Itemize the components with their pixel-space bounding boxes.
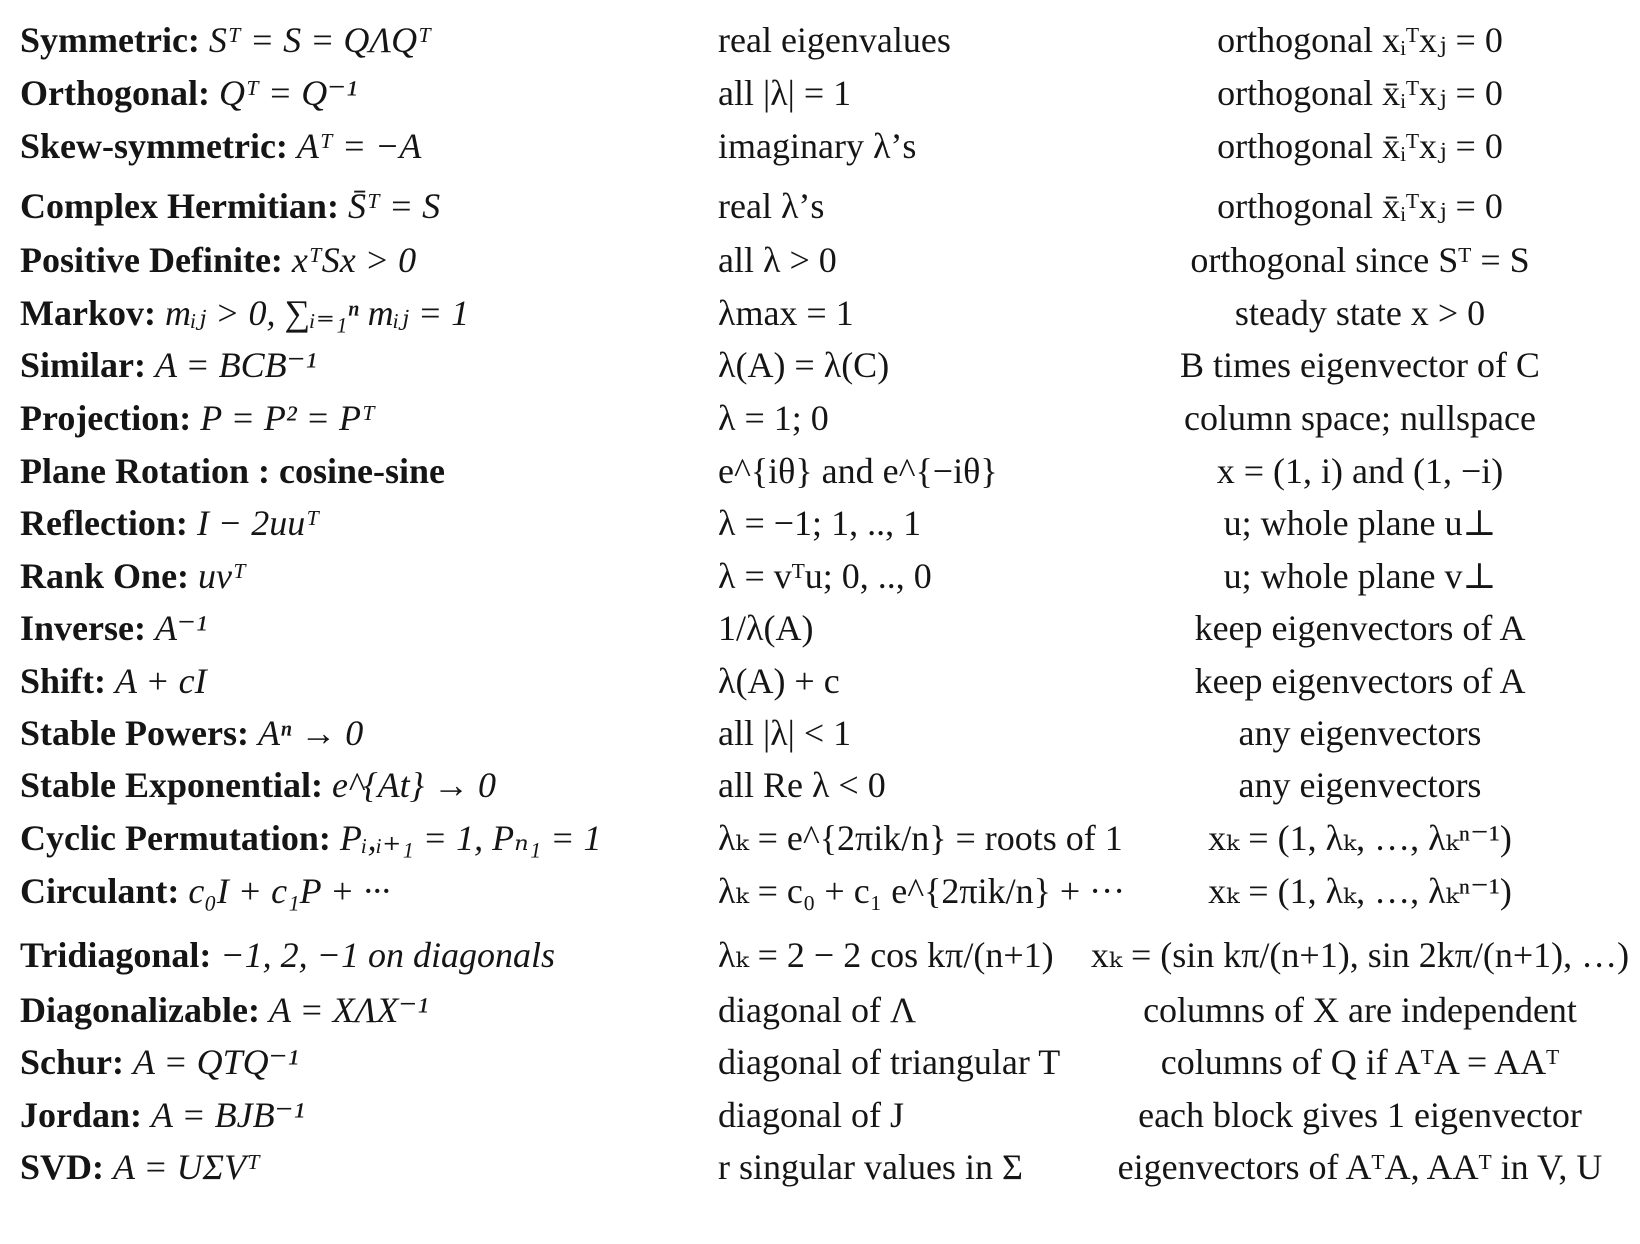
table-row [0, 866, 1640, 916]
matrix-type-label: Complex Hermitian: [20, 186, 339, 226]
matrix-type-label: SVD: [20, 1147, 105, 1187]
eigenvalues-cell: λₖ = 2 − 2 cos kπ/(n+1) [718, 935, 1054, 975]
matrix-type-label: Reflection: [20, 503, 188, 543]
eigenvalues-cell: 1/λ(A) [718, 608, 814, 648]
eigenvectors-cell: u; whole plane v⊥ [1223, 556, 1497, 596]
matrix-definition: A = BJB⁻¹ [151, 1095, 305, 1135]
matrix-definition: Sᵀ = S = QΛQᵀ [208, 20, 432, 60]
matrix-type-cell [20, 1037, 710, 1087]
table-row [0, 340, 1640, 390]
matrix-definition: c₀I + c₁P + ··· [188, 871, 391, 911]
matrix-type-label: Tridiagonal: [20, 935, 212, 975]
matrix-definition: e^{At} → 0 [332, 765, 496, 805]
matrix-type-label: Schur: [20, 1042, 125, 1082]
matrix-definition: A = XΛX⁻¹ [269, 990, 429, 1030]
table-row [0, 181, 1640, 231]
eigenvectors-cell: columns of Q if AᵀA = AAᵀ [1160, 1042, 1560, 1082]
eigenvectors-cell: steady state x > 0 [1234, 293, 1486, 333]
matrix-type-cell [20, 813, 710, 863]
eigenvectors-cell: columns of X are independent [1143, 990, 1577, 1030]
matrix-type-label: Stable Powers: [20, 713, 249, 753]
matrix-definition: A = BCB⁻¹ [154, 345, 317, 385]
matrix-type-cell [20, 68, 710, 118]
matrix-definition: P = P² = Pᵀ [200, 398, 375, 438]
table-row [0, 551, 1640, 601]
matrix-definition: −1, 2, −1 on diagonals [220, 935, 555, 975]
matrix-type-cell [20, 1142, 710, 1192]
matrix-type-label: Orthogonal: [20, 73, 211, 113]
eigenvalues-cell: λ = vᵀu; 0, .., 0 [718, 556, 932, 596]
eigenvectors-cell: orthogonal xᵢᵀxⱼ = 0 [1217, 20, 1503, 60]
eigenvectors-cell: orthogonal since Sᵀ = S [1190, 240, 1530, 280]
eigenvectors-cell: u; whole plane u⊥ [1223, 503, 1497, 543]
matrix-definition: Pᵢ,ᵢ₊₁ = 1, Pₙ₁ = 1 [339, 818, 602, 858]
eigenvectors-cell: column space; nullspace [1184, 398, 1536, 438]
matrix-type-cell [20, 930, 710, 980]
table-row [0, 68, 1640, 118]
table-row [0, 498, 1640, 548]
eigenvalues-cell: λmax = 1 [718, 293, 854, 333]
table-row [0, 1090, 1640, 1140]
eigenvalues-cell: real λ’s [718, 186, 825, 226]
matrix-type-label: Skew-symmetric: [20, 126, 288, 166]
table-row [0, 288, 1640, 338]
eigenvalues-cell: r singular values in Σ [718, 1147, 1023, 1187]
matrix-type-cell [20, 603, 710, 653]
matrix-type-label: Circulant: [20, 871, 180, 911]
eigenvalues-cell: λ = 1; 0 [718, 398, 829, 438]
table-row [0, 121, 1640, 171]
matrix-type-cell [20, 15, 710, 65]
eigenvectors-cell: B times eigenvector of C [1180, 345, 1540, 385]
eigenvalues-cell: λ(A) + c [718, 661, 840, 701]
matrix-type-cell [20, 181, 710, 231]
matrix-definition: A = UΣVᵀ [113, 1147, 260, 1187]
matrix-type-cell [20, 708, 710, 758]
matrix-type-cell [20, 551, 710, 601]
matrix-type-cell [20, 498, 710, 548]
matrix-type-cell [20, 446, 710, 496]
matrix-definition: uvᵀ [198, 556, 246, 596]
matrix-definition: S̄ᵀ = S [347, 186, 441, 226]
table-row [0, 813, 1640, 863]
table-row [0, 393, 1640, 443]
eigenvalues-cell: all Re λ < 0 [718, 765, 886, 805]
eigenvectors-cell: orthogonal x̄ᵢᵀxⱼ = 0 [1217, 73, 1503, 113]
table-row [0, 15, 1640, 65]
matrix-type-cell [20, 288, 710, 338]
eigenvectors-cell: orthogonal x̄ᵢᵀxⱼ = 0 [1217, 186, 1503, 226]
matrix-type-label: Inverse: [20, 608, 146, 648]
matrix-type-cell [20, 1090, 710, 1140]
eigenvectors-cell: keep eigenvectors of A [1194, 608, 1526, 648]
eigenvalues-cell: diagonal of J [718, 1095, 904, 1135]
table-row [0, 603, 1640, 653]
eigenvalues-cell: real eigenvalues [718, 20, 951, 60]
matrix-type-cell [20, 985, 710, 1035]
table-row [0, 656, 1640, 706]
eigenvalues-cell: all λ > 0 [718, 240, 837, 280]
matrix-type-label: Similar: [20, 345, 146, 385]
matrix-type-cell [20, 235, 710, 285]
matrix-type-label: Rank One: [20, 556, 190, 596]
eigenvalues-cell: λ = −1; 1, .., 1 [718, 503, 922, 543]
eigenvalues-cell: imaginary λ’s [718, 126, 917, 166]
eigenvectors-cell: orthogonal x̄ᵢᵀxⱼ = 0 [1217, 126, 1503, 166]
eigenvectors-cell: xₖ = (1, λₖ, …, λₖⁿ⁻¹) [1208, 871, 1512, 911]
matrix-type-label: Stable Exponential: [20, 765, 324, 805]
table-row [0, 1142, 1640, 1192]
table-row [0, 760, 1640, 810]
matrix-type-label: Cyclic Permutation: [20, 818, 331, 858]
eigenvectors-cell: xₖ = (sin kπ/(n+1), sin 2kπ/(n+1), …) [1090, 935, 1630, 975]
matrix-definition: A⁻¹ [154, 608, 207, 648]
matrix-definition: I − 2uuᵀ [196, 503, 320, 543]
eigenvectors-cell: eigenvectors of AᵀA, AAᵀ in V, U [1117, 1147, 1603, 1187]
matrix-type-label: Symmetric: [20, 20, 200, 60]
matrix-definition: Aᵀ = −A [296, 126, 422, 166]
eigenvectors-cell: any eigenvectors [1238, 713, 1482, 753]
matrix-type-label: Diagonalizable: [20, 990, 260, 1030]
matrix-definition: xᵀSx > 0 [291, 240, 417, 280]
eigenvalues-cell: λₖ = e^{2πik/n} = roots of 1 [718, 818, 1123, 858]
matrix-type-label: Projection: [20, 398, 192, 438]
eigenvalues-cell: all |λ| = 1 [718, 73, 852, 113]
table-row [0, 1037, 1640, 1087]
matrix-type-label: Markov: [20, 293, 156, 333]
table-row [0, 446, 1640, 496]
eigenvalues-cell: all |λ| < 1 [718, 713, 852, 753]
matrix-type-label: Jordan: [20, 1095, 143, 1135]
matrix-definition: A = QTQ⁻¹ [133, 1042, 299, 1082]
eigenvalues-cell: λₖ = c₀ + c₁ e^{2πik/n} + ··· [718, 871, 1126, 911]
eigenvalues-cell: diagonal of triangular T [718, 1042, 1061, 1082]
eigenvalues-cell: e^{iθ} and e^{−iθ} [718, 451, 998, 491]
table-row [0, 235, 1640, 285]
matrix-type-cell [20, 121, 710, 171]
eigenvectors-cell: xₖ = (1, λₖ, …, λₖⁿ⁻¹) [1208, 818, 1512, 858]
eigenvectors-cell: x = (1, i) and (1, −i) [1216, 451, 1504, 491]
table-row [0, 708, 1640, 758]
matrix-type-cell [20, 393, 710, 443]
eigenvalues-cell: diagonal of Λ [718, 990, 917, 1030]
matrix-type-cell [20, 760, 710, 810]
matrix-definition: Aⁿ → 0 [257, 713, 364, 753]
matrix-definition: mᵢⱼ > 0, ∑ᵢ₌₁ⁿ mᵢⱼ = 1 [164, 293, 470, 333]
matrix-type-label: Plane Rotation : cosine-sine [20, 451, 445, 491]
matrix-type-label: Positive Definite: [20, 240, 283, 280]
eigenvalues-cell: λ(A) = λ(C) [718, 345, 890, 385]
matrix-type-cell [20, 340, 710, 390]
eigenvectors-cell: keep eigenvectors of A [1194, 661, 1526, 701]
eigenvectors-cell: any eigenvectors [1238, 765, 1482, 805]
eigenvectors-cell: each block gives 1 eigenvector [1138, 1095, 1582, 1135]
matrix-type-cell [20, 656, 710, 706]
matrix-definition: Qᵀ = Q⁻¹ [219, 73, 358, 113]
matrix-type-cell [20, 866, 710, 916]
matrix-type-label: Shift: [20, 661, 107, 701]
matrix-definition: A + cI [115, 661, 207, 701]
table-row [0, 985, 1640, 1035]
table-row [0, 930, 1640, 980]
